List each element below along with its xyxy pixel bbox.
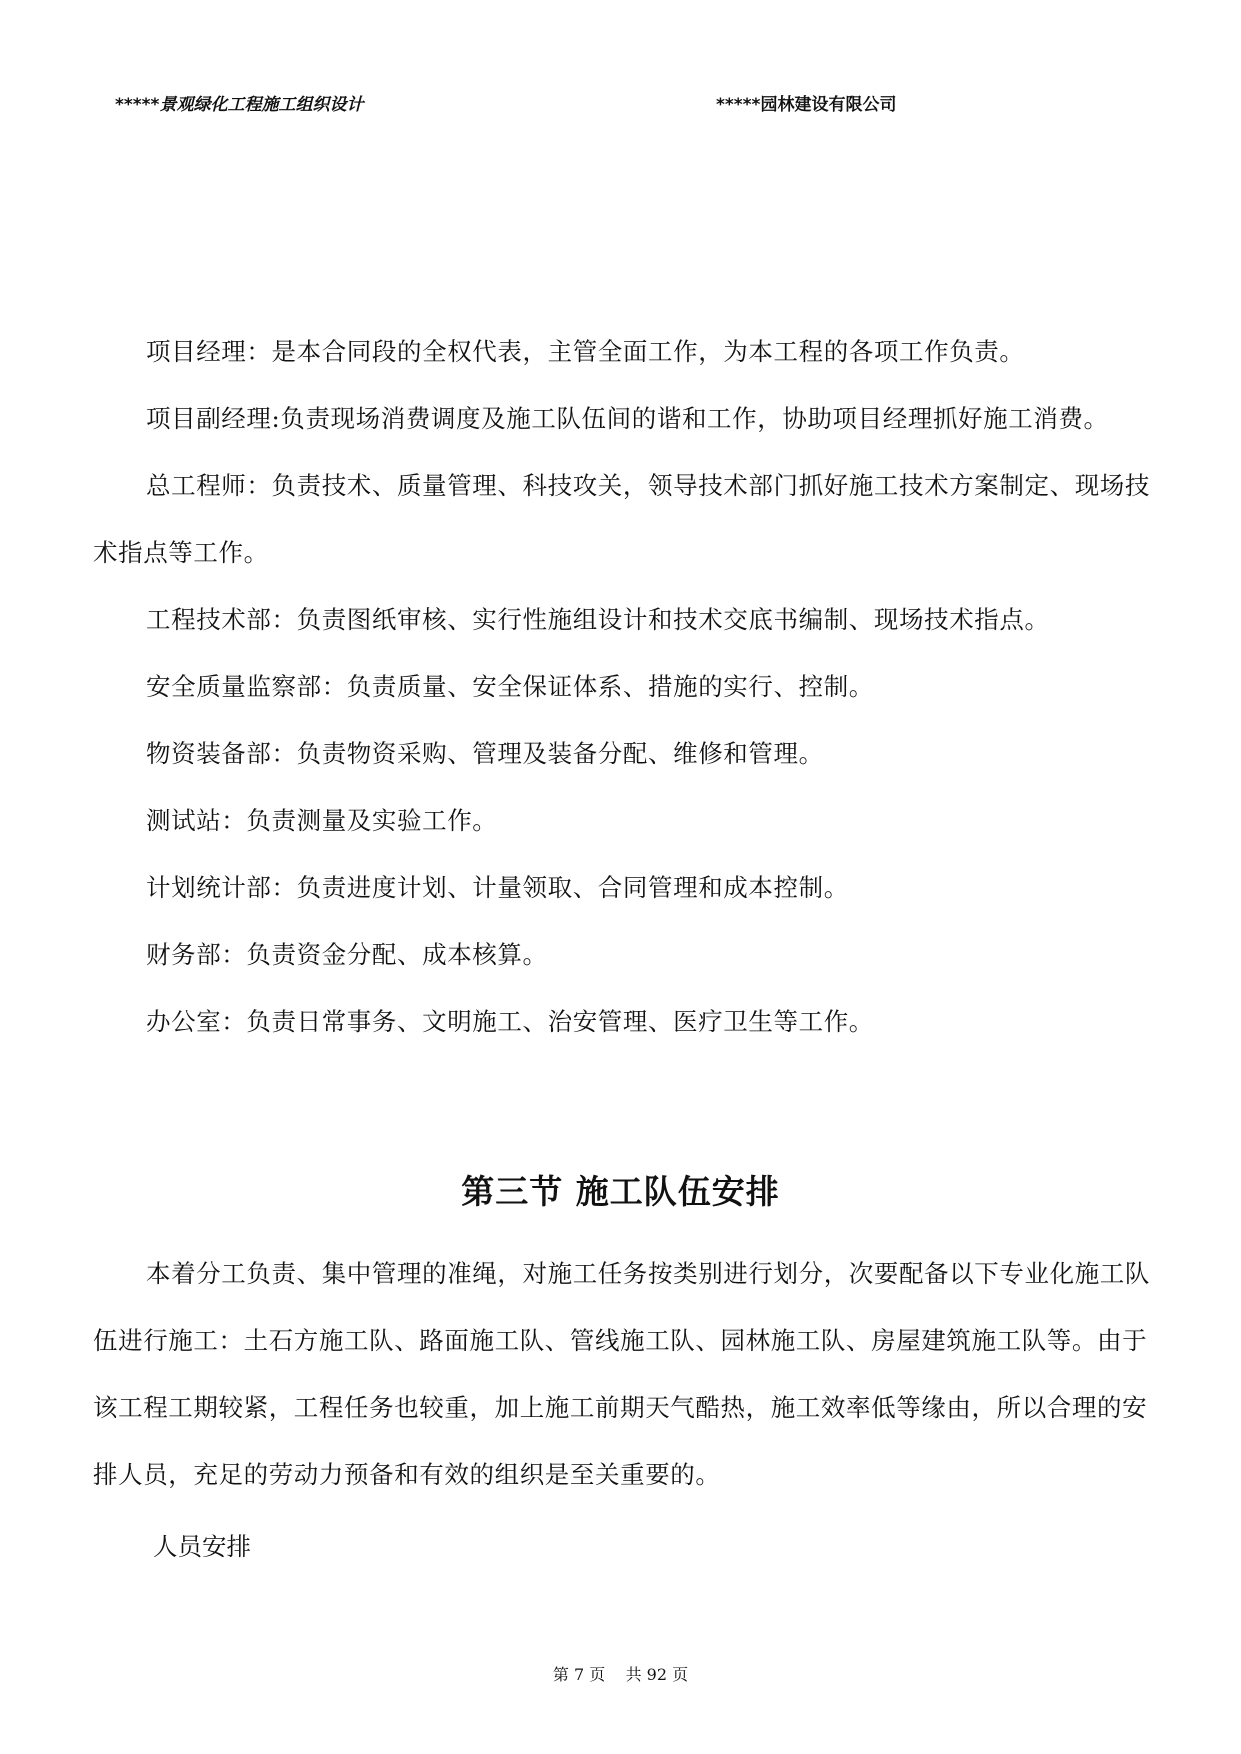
paragraph-planning-dept: 计划统计部：负责进度计划、计量领取、合同管理和成本控制。 bbox=[146, 873, 849, 902]
header-document-title: *****景观绿化工程施工组织设计 bbox=[115, 95, 364, 115]
page-number-footer: 第 7 页 共 92 页 bbox=[552, 1665, 689, 1684]
responsibilities-list bbox=[93, 318, 1153, 1055]
paragraph-project-manager: 项目经理：是本合同段的全权代表，主管全面工作，为本工程的各项工作负责。 bbox=[146, 337, 1025, 366]
paragraph-chief-engineer: 总工程师：负责技术、质量管理、科技攻关，领导技术部门抓好施工技术方案制定、现场技术指点等工作。 bbox=[93, 471, 1150, 567]
paragraph-office: 办公室：负责日常事务、文明施工、治安管理、医疗卫生等工作。 bbox=[146, 1007, 874, 1036]
paragraph-deputy-manager: 项目副经理:负责现场消费调度及施工队伍间的谐和工作，协助项目经理抓好施工消费。 bbox=[146, 404, 1109, 433]
paragraph-testing-station: 测试站：负责测量及实验工作。 bbox=[146, 806, 498, 835]
paragraph-materials-dept: 物资装备部：负责物资采购、管理及装备分配、维修和管理。 bbox=[146, 739, 824, 768]
section-heading: 第三节 施工队伍安排 bbox=[461, 1172, 780, 1211]
paragraph-engineering-dept: 工程技术部：负责图纸审核、实行性施组设计和技术交底书编制、现场技术指点。 bbox=[146, 605, 1050, 634]
subheading-staffing: 人员安排 bbox=[153, 1532, 251, 1561]
paragraph-finance-dept: 财务部：负责资金分配、成本核算。 bbox=[146, 940, 548, 969]
paragraph-safety-quality-dept: 安全质量监察部：负责质量、安全保证体系、措施的实行、控制。 bbox=[146, 672, 874, 701]
section-body bbox=[93, 1240, 1153, 1508]
paragraph-team-arrangement: 本着分工负责、集中管理的准绳，对施工任务按类别进行划分，次要配备以下专业化施工队伍进行施工：土石方施工队、路面施工队、管线施工队、园林施工队、房屋建筑施工队等。由于该工程工期较紧，工程任务也较重，加上施工前期天气酷热，施工效率低等缘由，所以合理的安排人员，充足的劳动力预备和有效的组织是至关重要的。 bbox=[93, 1259, 1150, 1489]
header-company-name: *****园林建设有限公司 bbox=[716, 95, 897, 115]
